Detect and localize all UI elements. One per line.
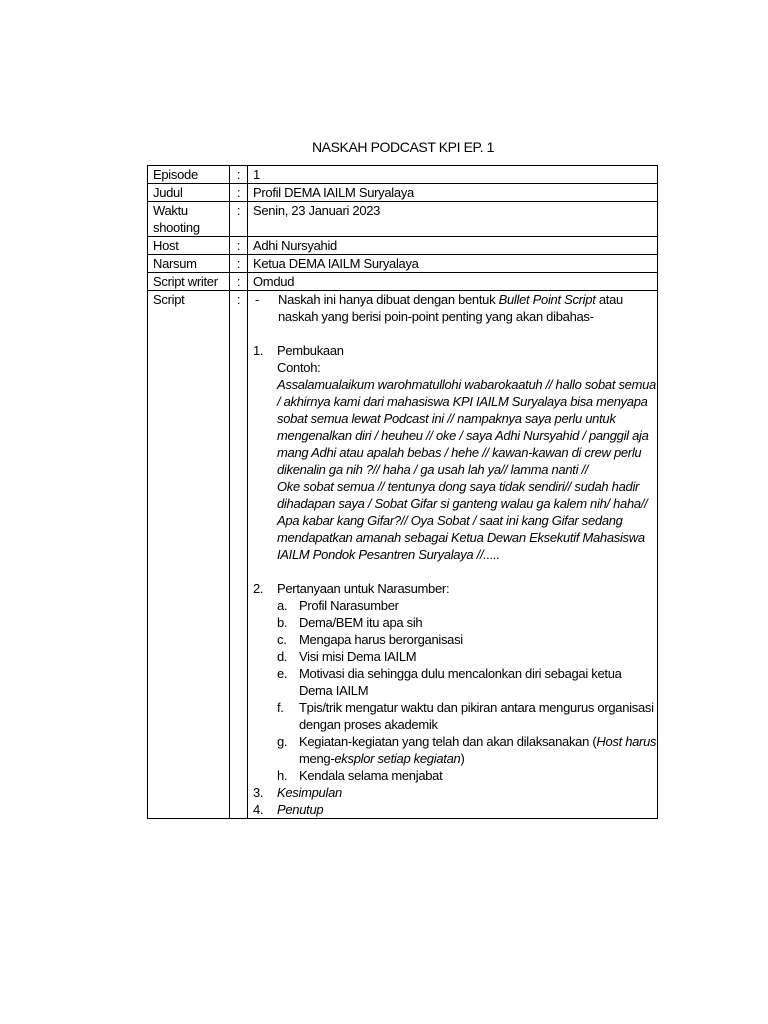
item-text: Tpis/trik mengatur waktu dan pikiran antara mengurus organisasi dengan proses akademik [299,700,654,732]
row-value-episode: 1 [248,166,658,184]
document-title: NASKAH PODCAST KPI EP. 1 [311,139,495,155]
section-number: 3. [253,785,264,800]
table-row [148,273,658,291]
table-row [148,166,658,184]
item-letter: h. [277,768,288,783]
table-row [148,202,658,237]
table-row [148,291,658,819]
item-text-prefix: Kegiatan-kegiatan yang telah dan akan dilaksanakan ( [299,734,597,749]
row-label-episode: Episode [148,166,230,184]
section-number: 2. [253,581,264,596]
intro-prefix: Naskah ini hanya dibuat dengan bentuk [278,292,499,307]
section-title: Pertanyaan untuk Narasumber: [277,581,450,596]
section-title: Pembukaan [277,343,344,358]
row-value-waktu-shooting: Senin, 23 Januari 2023 [248,202,658,237]
bullet-dash: - [255,292,260,307]
list-item [253,614,657,631]
item-letter: c. [277,632,287,647]
item-text: Kendala selama menjabat [299,768,443,783]
table-row [148,237,658,255]
list-item [253,767,657,784]
item-text-mid: meng- [299,751,335,766]
colon: : [230,237,248,255]
table-row [148,184,658,202]
list-item [253,733,657,767]
list-item [253,699,657,733]
table-row [148,255,658,273]
list-item [253,631,657,648]
item-letter: a. [277,598,288,613]
section-title: Penutup [277,802,324,817]
item-text: Visi misi Dema IAILM [299,649,417,664]
colon: : [230,255,248,273]
item-text: Motivasi dia sehingga dulu mencalonkan diri sebagai ketua Dema IAILM [299,666,622,698]
item-text: Mengapa harus berorganisasi [299,632,463,647]
item-letter: d. [277,649,288,664]
colon: : [230,273,248,291]
item-text: Profil Narasumber [299,598,399,613]
colon: : [230,291,248,819]
intro-note [253,291,657,325]
script-info-table [147,165,658,819]
item-text-italic: Host harus [596,734,657,749]
section-title: Kesimpulan [277,785,342,800]
row-value-judul: Profil DEMA IAILM Suryalaya [248,184,658,202]
section-sublabel: Contoh: [277,360,321,375]
item-letter: f. [277,700,284,715]
row-value-script-writer: Omdud [248,273,658,291]
script-content [248,291,658,819]
item-text-italic: eksplor setiap kegiatan [334,751,461,766]
opening-paragraph: Assalamualaikum warohmatullohi wabarokaatuh // hallo sobat semua / akhirnya kami dari mahasiswa KPI IAILM Suryalaya bisa menyapa sobat semua lewat Podcast ini // nampaknya saya perlu untuk mengenalkan diri / heuheu // oke / saya Adhi Nursyahid / panggil aja mang Adhi atau apalah bebas / hehe // kawan-kawan di crew perlu dikenalin ga nih ?// haha / ga usah lah ya// lamma nanti // [277,377,656,477]
row-label-host: Host [148,237,230,255]
list-item [253,665,657,699]
section-pertanyaan [253,580,657,597]
list-item [253,597,657,614]
item-letter: g. [277,734,288,749]
item-text-suffix: ) [460,751,465,766]
item-text: Dema/BEM itu apa sih [299,615,423,630]
row-label-script: Script [148,291,230,819]
colon: : [230,184,248,202]
intro-suffix: atau naskah yang berisi poin-point penting yang akan dibahas- [278,292,623,324]
row-label-script-writer: Script writer [148,273,230,291]
section-number: 1. [253,343,264,358]
colon: : [230,202,248,237]
section-number: 4. [253,802,264,817]
intro-italic: Bullet Point Script [498,292,596,307]
section-penutup [253,801,657,818]
item-text [299,733,657,767]
item-letter: b. [277,615,288,630]
row-label-judul: Judul [148,184,230,202]
row-label-narsum: Narsum [148,255,230,273]
row-label-waktu-shooting: Waktu shooting [148,202,230,237]
section-kesimpulan [253,784,657,801]
row-value-host: Adhi Nursyahid [248,237,658,255]
opening-paragraph: Oke sobat semua // tentunya dong saya tidak sendiri// sudah hadir dihadapan saya / Sobat Gifar si ganteng walau ga kalem nih/ haha// Apa kabar kang Gifar?// Oya Sobat / saat ini kang Gifar sedang mendapatkan amanah sebagai Ketua Dewan Eksekutif Mahasiswa IAILM Pondok Pesantren Suryalaya //..... [277,479,648,562]
list-item [253,648,657,665]
item-letter: e. [277,666,288,681]
colon: : [230,166,248,184]
section-pembukaan [253,342,657,563]
intro-text [278,291,657,325]
row-value-narsum: Ketua DEMA IAILM Suryalaya [248,255,658,273]
